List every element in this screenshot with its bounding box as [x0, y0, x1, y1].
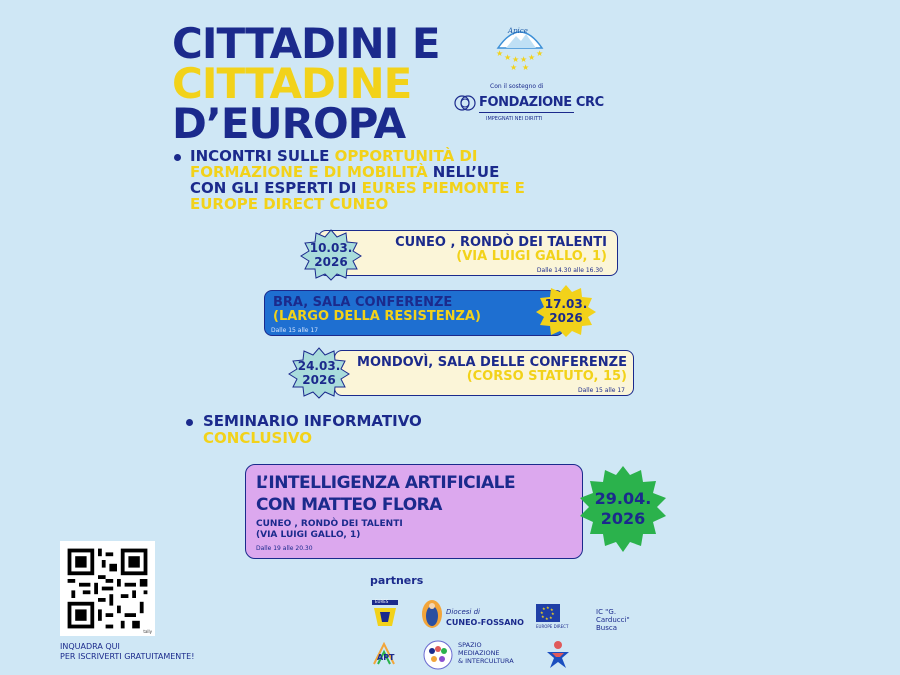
sponsor-divider	[479, 112, 574, 113]
spazio-line-2: MEDIAZIONE	[458, 649, 500, 657]
svg-text:★: ★	[496, 49, 504, 58]
svg-text:★: ★	[551, 611, 555, 616]
seminar-date-line-2: 2026	[600, 509, 646, 528]
intro-part-5: CON GLI ESPERTI DI	[190, 179, 362, 197]
seminar-title-2: CON MATTEO FLORA	[256, 495, 442, 515]
svg-text:★: ★	[522, 63, 530, 72]
svg-text:★: ★	[541, 614, 545, 619]
event-3-date-line-2: 2026	[302, 373, 336, 387]
svg-text:★: ★	[546, 605, 550, 610]
event-2-date-line-1: 17.03.	[544, 297, 588, 311]
svg-text:★: ★	[540, 610, 544, 615]
event-2-place: BRA, SALA CONFERENZE	[273, 295, 453, 310]
seminar-date-line-1: 29.04.	[594, 489, 652, 508]
event-1-date-line-1: 10.03.	[309, 241, 353, 255]
event-3-time: Dalle 15 alle 17	[577, 387, 625, 394]
apt-logo	[370, 640, 398, 668]
mountain-stars-logo-icon	[490, 14, 550, 72]
spazio-text	[458, 641, 514, 665]
svg-text:★: ★	[542, 606, 546, 611]
intro-part-4: NELL’UE	[427, 163, 500, 181]
europe-direct-text: EUROPE DIRECT	[536, 624, 569, 629]
rings-icon	[454, 92, 476, 114]
event-card-1	[318, 230, 618, 276]
spazio-line-1: SPAZIO	[458, 641, 482, 649]
qr-code-icon	[60, 541, 155, 636]
event-card-3	[334, 350, 634, 396]
diocesi-name: CUNEO-FOSSANO	[446, 618, 524, 627]
seminar-address: (VIA LUIGI GALLO, 1)	[256, 530, 361, 540]
event-3-date-badge	[288, 347, 350, 399]
intro-part-2: OPPORTUNITÀ DI	[334, 147, 478, 165]
ic-line-1: IC "G.	[596, 608, 617, 616]
apt-text: APT	[377, 653, 395, 662]
eu-flag	[536, 604, 560, 622]
fondazione-crc-logo	[454, 92, 476, 114]
qr-caption-1: INQUADRA QUI	[60, 642, 120, 651]
intro-part-7: EUROPE DIRECT CUNEO	[190, 195, 389, 213]
svg-text:★: ★	[545, 616, 549, 621]
intro-text	[190, 148, 550, 212]
sponsor-prefix: Con il sostegno di	[490, 83, 544, 90]
spazio-line-3: & INTERCULTURA	[458, 657, 514, 665]
seminar-line-1: SEMINARIO INFORMATIVO	[203, 412, 422, 430]
intro-part-6: EURES PIEMONTE E	[361, 179, 525, 197]
sponsor-name: FONDAZIONE CRC	[479, 95, 604, 110]
svg-text:★: ★	[550, 607, 554, 612]
diocesi-logo	[420, 598, 444, 630]
title-line-2: CITTADINE	[172, 59, 412, 108]
event-1-date-line-2: 2026	[314, 255, 348, 269]
svg-text:★: ★	[512, 55, 520, 64]
eures-logo	[370, 598, 400, 630]
seminar-title-1: L’INTELLIGENZA ARTIFICIALE	[256, 473, 516, 493]
svg-text:★: ★	[536, 49, 544, 58]
svg-text:★: ★	[520, 55, 528, 64]
seminar-date-badge	[578, 465, 668, 553]
svg-text:★: ★	[549, 615, 553, 620]
spazio-logo	[422, 640, 454, 670]
seminar-time: Dalle 19 alle 20.30	[256, 545, 313, 552]
association-logo-text: Apice	[508, 27, 528, 35]
event-1-address: (VIA LUIGI GALLO, 1)	[456, 249, 607, 264]
event-2-address: (LARGO DELLA RESISTENZA)	[273, 309, 481, 324]
intro-bullet	[174, 154, 181, 161]
eu-stars-icon	[536, 604, 560, 622]
person-logo	[544, 640, 572, 670]
association-logo	[490, 14, 550, 72]
qr-caption-2: PER ISCRIVERTI GRATUITAMENTE!	[60, 652, 195, 661]
title-line-1: CITTADINI E	[172, 19, 440, 68]
event-2-date-badge	[535, 284, 597, 338]
event-1-date-badge	[300, 229, 362, 281]
madonna-icon	[420, 598, 444, 630]
title-line-3: D’EUROPA	[172, 99, 406, 148]
svg-text:★: ★	[510, 63, 518, 72]
diocesi-small: Diocesi di	[446, 608, 480, 616]
svg-text:★: ★	[504, 53, 512, 62]
seminar-place: CUNEO , RONDÒ DEI TALENTI	[256, 519, 403, 529]
eures-text: EURES	[375, 599, 389, 604]
ic-line-2: Carducci"	[596, 616, 630, 624]
star-person-icon	[544, 640, 572, 670]
svg-text:★: ★	[528, 53, 536, 62]
event-3-place: MONDOVÌ, SALA DELLE CONFERENZE	[357, 355, 627, 370]
intro-part-1: INCONTRI SULLE	[190, 147, 335, 165]
intro-part-3: FORMAZIONE E DI MOBILITÀ	[190, 163, 428, 181]
event-card-2	[264, 290, 564, 336]
seminar-card	[245, 464, 583, 559]
event-2-time: Dalle 15 alle 17	[271, 327, 319, 334]
people-circle-icon	[422, 640, 454, 670]
sponsor-tagline: IMPEGNATI NEI DIRITTI	[486, 116, 543, 122]
event-1-time: Dalle 14.30 alle 16.30	[536, 267, 603, 274]
qr-code[interactable]	[60, 541, 155, 636]
seminar-bullet	[186, 419, 193, 426]
event-1-place: CUNEO , RONDÒ DEI TALENTI	[395, 235, 607, 250]
event-3-date-line-1: 24.03.	[297, 359, 341, 373]
event-3-address: (CORSO STATUTO, 15)	[466, 369, 627, 384]
qr-mini-label: tally	[143, 629, 152, 634]
partners-label: partners	[370, 574, 424, 587]
seminar-line-2: CONCLUSIVO	[203, 429, 313, 447]
event-2-date-line-2: 2026	[549, 311, 583, 325]
ic-line-3: Busca	[596, 624, 618, 632]
